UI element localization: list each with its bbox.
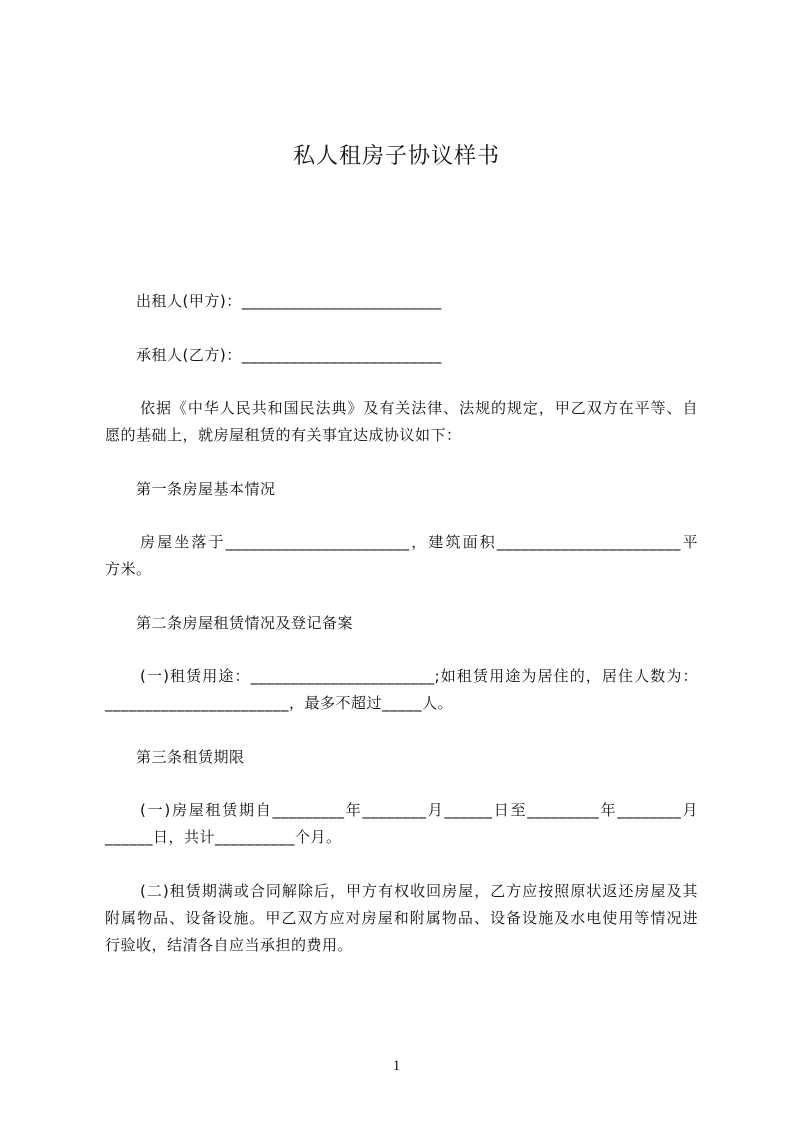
article-2-clause-1	[105, 663, 698, 717]
preamble-line: 愿的基础上，就房屋租赁的有关事宜达成协议如下：	[105, 426, 462, 444]
clause-line: 房屋坐落于_______________________，建筑面积_______________________平	[140, 533, 698, 551]
lessee-paragraph	[105, 342, 698, 369]
document-title: 私人租房子协议样书	[292, 144, 500, 169]
article-1-heading	[105, 476, 698, 503]
article-2-heading	[105, 610, 698, 637]
preamble-paragraph	[105, 395, 698, 449]
preamble-line: 依据《中华人民共和国民法典》及有关法律、法规的规定，甲乙双方在平等、自	[140, 399, 698, 417]
clause-line: (一)房屋租赁期自_________年________月______日至_________年________月	[140, 801, 698, 819]
lessor-line: 出租人(甲方)：_________________________	[136, 292, 442, 310]
article-1-location-paragraph	[105, 529, 698, 583]
clause-line: (一)租赁用途：_______________________;如租赁用途为居住的，居住人数为：	[140, 667, 698, 685]
article-3-clause-2	[105, 878, 698, 959]
lessor-paragraph	[105, 288, 698, 315]
clause-line: 附属物品、设备设施。甲乙双方应对房屋和附属物品、设备设施及水电使用等情况进	[105, 908, 698, 927]
clause-line: 方米。	[105, 560, 152, 578]
clause-line: _______________________，最多不超过_____人。	[105, 694, 454, 712]
article-3-clause-1	[105, 797, 698, 851]
clause-line: (二)租赁期满或合同解除后，甲方有权收回房屋，乙方应按照原状返还房屋及其	[140, 881, 698, 900]
article-heading: 第二条房屋租赁情况及登记备案	[136, 613, 354, 632]
lessee-line: 承租人(乙方)：_________________________	[136, 345, 442, 364]
clause-line: ______日，共计__________个月。	[105, 828, 342, 846]
article-heading: 第三条租赁期限	[136, 747, 245, 766]
article-3-heading	[105, 744, 698, 771]
article-heading: 第一条房屋基本情况	[136, 479, 276, 498]
page-number: 1	[392, 1058, 401, 1074]
clause-line: 行验收，结清各自应当承担的费用。	[105, 935, 354, 954]
document-body	[105, 288, 698, 985]
